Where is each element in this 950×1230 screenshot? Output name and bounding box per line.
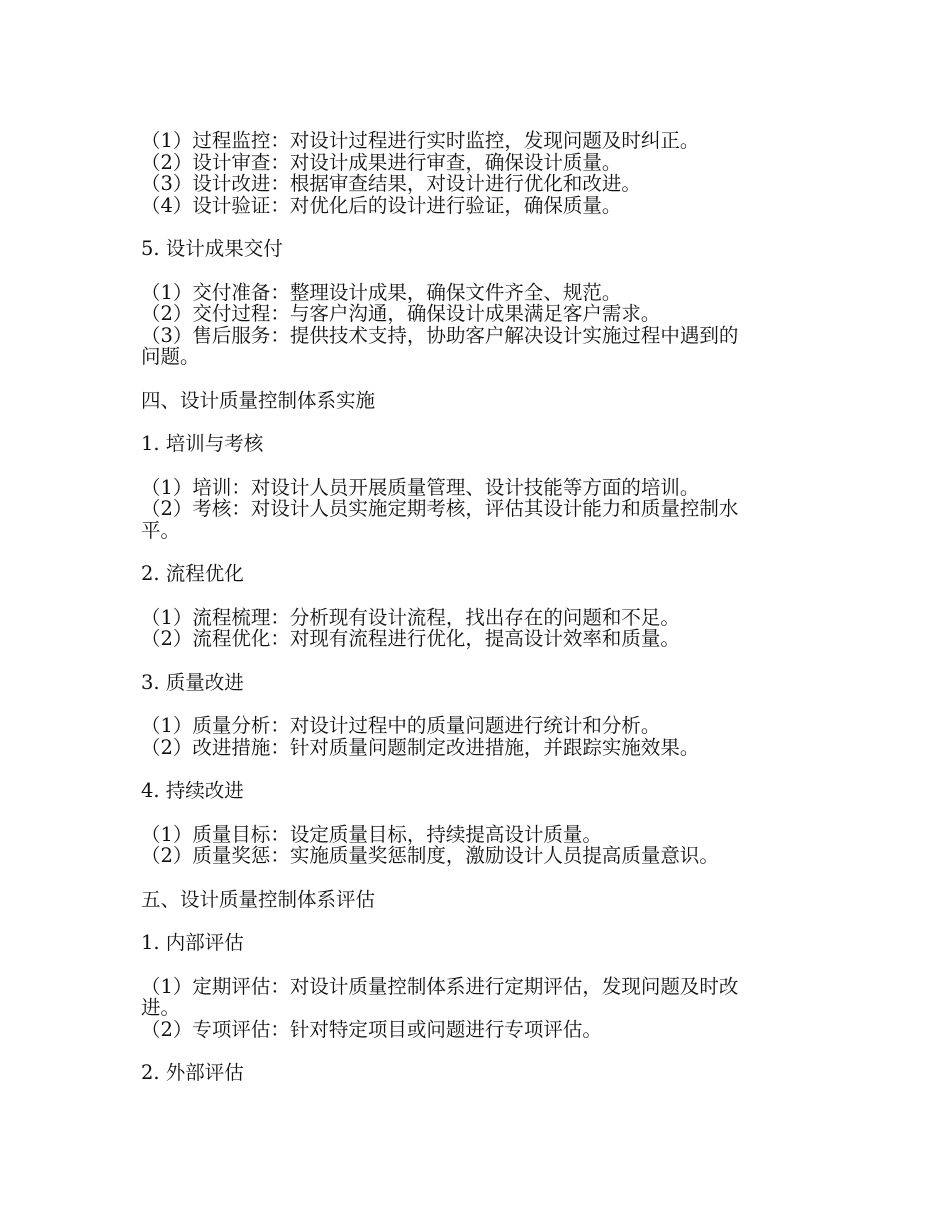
quality-improvement-list [141,715,811,758]
list-item: 问题。 [141,345,200,368]
list-item: 进。 [141,996,181,1019]
list-item: （1）定期评估：对设计质量控制体系进行定期评估，发现问题及时改 [141,974,739,998]
list-item: （2）专项评估：针对特定项目或问题进行专项评估。 [141,1017,602,1041]
list-item: （2）考核：对设计人员实施定期考核，评估其设计能力和质量控制水 [141,497,739,520]
list-item: （1）质量目标：设定质量目标，持续提高设计质量。 [141,822,602,846]
list-item: （1）过程监控：对设计过程进行实时监控，发现问题及时纠正。 [141,129,700,152]
training-list [141,477,811,542]
chapter-heading: 四、设计质量控制体系实施 [141,388,376,412]
section-heading: 1. 培训与考核 [141,432,264,455]
list-item: （2）质量奖惩：实施质量奖惩制度，激励设计人员提高质量意识。 [141,844,719,867]
list-item: （3）设计改进：根据审查结果，对设计进行优化和改进。 [141,172,641,195]
delivery-list [141,282,811,368]
document-page [141,130,811,1084]
list-item: （2）流程优化：对现有流程进行优化，提高设计效率和质量。 [141,627,680,650]
internal-evaluation-list [141,976,811,1041]
list-item: （4）设计验证：对优化后的设计进行验证，确保质量。 [141,193,622,217]
list-item: （1）培训：对设计人员开展质量管理、设计技能等方面的培训。 [141,475,700,499]
monitoring-list [141,130,811,216]
list-item: 平。 [141,518,181,542]
list-item: （1）流程梳理：分析现有设计流程，找出存在的问题和不足。 [141,605,680,629]
list-item: （1）质量分析：对设计过程中的质量问题进行统计和分析。 [141,714,661,737]
list-item: （1）交付准备：整理设计成果，确保文件齐全、规范。 [141,280,622,304]
section-heading: 5. 设计成果交付 [141,237,283,260]
continuous-improvement-list [141,824,811,867]
section-heading: 2. 流程优化 [141,562,244,585]
chapter-heading: 五、设计质量控制体系评估 [141,887,376,911]
process-list [141,607,811,650]
list-item: （2）设计审查：对设计成果进行审查，确保设计质量。 [141,150,622,174]
list-item: （2）改进措施：针对质量问题制定改进措施，并跟踪实施效果。 [141,735,700,759]
section-heading: 1. 内部评估 [141,931,244,954]
list-item: （2）交付过程：与客户沟通，确保设计成果满足客户需求。 [141,302,661,325]
section-heading: 3. 质量改进 [141,670,244,694]
section-heading: 4. 持续改进 [141,779,244,802]
section-heading: 2. 外部评估 [141,1061,244,1084]
list-item: （3）售后服务：提供技术支持，协助客户解决设计实施过程中遇到的 [141,323,739,347]
